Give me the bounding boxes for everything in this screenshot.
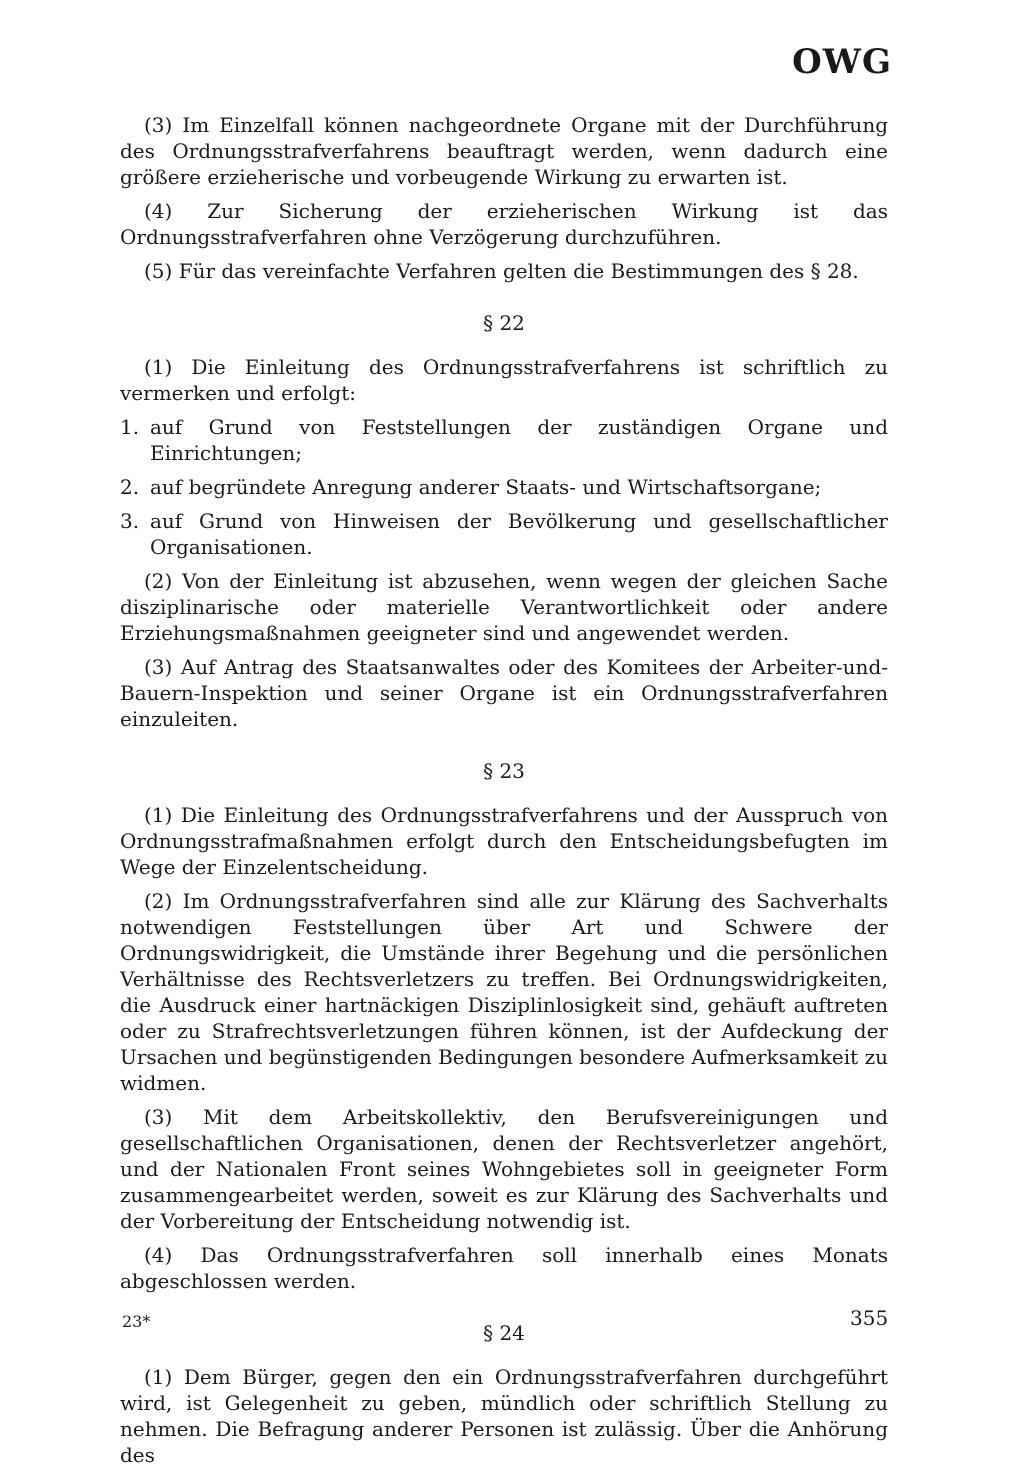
list-text: auf Grund von Hinweisen der Bevölkerung und gesellschaftlicher Organisationen. xyxy=(150,509,888,559)
section-heading-22: § 22 xyxy=(483,311,525,335)
list-number: 1. xyxy=(120,415,140,439)
signature-mark: 23* xyxy=(122,1312,151,1331)
section-heading-24: § 24 xyxy=(483,1321,525,1345)
list-number: 3. xyxy=(120,509,140,533)
section-22-paragraph-1: (1) Die Einleitung des Ordnungsstrafverfahrens ist schriftlich zu vermerken und erfolgt: xyxy=(120,355,888,405)
paragraph-5: (5) Für das vereinfachte Verfahren gelten die Bestimmungen des § 28. xyxy=(144,259,859,283)
section-22-paragraph-2: (2) Von der Einleitung ist abzusehen, wenn wegen der gleichen Sache disziplinarische oder materielle Verantwortlichkeit oder andere Erziehungsmaßnahmen geeigneter sind und angewendet werden. xyxy=(120,569,888,645)
section-23-paragraph-1: (1) Die Einleitung des Ordnungsstrafverfahrens und der Ausspruch von Ordnungsstrafmaßnahmen erfolgt durch den Entscheidungsbefugten im Wege der Einzelentscheidung. xyxy=(120,803,888,879)
section-heading-23: § 23 xyxy=(483,759,525,783)
list-number: 2. xyxy=(120,475,140,499)
document-body xyxy=(120,112,888,1476)
paragraph-4: (4) Zur Sicherung der erzieherischen Wirkung ist das Ordnungsstrafverfahren ohne Verzögerung durchzuführen. xyxy=(120,199,888,249)
list-item xyxy=(120,414,888,466)
paragraph-3: (3) Im Einzelfall können nachgeordnete Organe mit der Durchführung des Ordnungsstrafverfahrens beauftragt werden, wenn dadurch eine größere erzieherische und vorbeugende Wirkung zu erwarten ist. xyxy=(120,113,888,189)
header-abbreviation: OWG xyxy=(792,42,892,82)
section-22-paragraph-3: (3) Auf Antrag des Staatsanwaltes oder des Komitees der Arbeiter-und-Bauern-Inspektion und seiner Organe ist ein Ordnungsstrafverfahren einzuleiten. xyxy=(120,655,888,731)
section-23-paragraph-4: (4) Das Ordnungsstrafverfahren soll innerhalb eines Monats abgeschlossen werden. xyxy=(120,1243,888,1293)
section-23-paragraph-3: (3) Mit dem Arbeitskollektiv, den Berufsvereinigungen und gesellschaftlichen Organisationen, denen der Rechtsverletzer angehört, und der Nationalen Front seines Wohngebietes soll in geeigneter Form zusammengearbeitet werden, soweit es zur Klärung des Sachverhalts und der Vorbereitung der Entscheidung notwendig ist. xyxy=(120,1105,888,1233)
section-23-paragraph-2: (2) Im Ordnungsstrafverfahren sind alle zur Klärung des Sachverhalts notwendigen Feststellungen über Art und Schwere der Ordnungswidrigkeit, die Umstände ihrer Begehung und die persönlichen Verhältnisse des Rechtsverletzers zu treffen. Bei Ordnungswidrigkeiten, die Ausdruck einer hartnäckigen Disziplinlosigkeit sind, gehäuft auftreten oder zu Strafrechtsverletzungen führen können, ist der Aufdeckung der Ursachen und begünstigenden Bedingungen besondere Aufmerksamkeit zu widmen. xyxy=(120,889,888,1095)
list-item xyxy=(120,474,888,500)
list-item xyxy=(120,508,888,560)
list-text: auf Grund von Feststellungen der zuständigen Organe und Einrichtungen; xyxy=(150,415,888,465)
section-24-paragraph-1: (1) Dem Bürger, gegen den ein Ordnungsstrafverfahren durchgeführt wird, ist Gelegenheit zu geben, mündlich oder schriftlich Stellung zu nehmen. Die Befragung anderer Personen ist zulässig. Über die Anhörung des xyxy=(120,1365,888,1467)
list-text: auf begründete Anregung anderer Staats- und Wirtschaftsorgane; xyxy=(150,475,822,499)
page-number: 355 xyxy=(850,1306,889,1330)
